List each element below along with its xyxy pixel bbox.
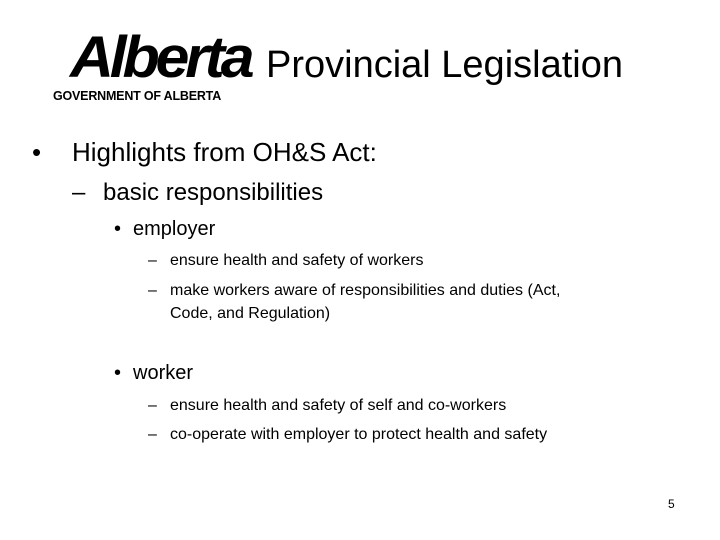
dash-marker: – bbox=[148, 397, 157, 414]
dash-marker: – bbox=[148, 426, 157, 443]
alberta-logo-subtitle: GOVERNMENT OF ALBERTA bbox=[53, 89, 222, 103]
employer-item-continued: Code, and Regulation) bbox=[170, 305, 331, 322]
bullet-worker: worker bbox=[133, 362, 194, 384]
employer-item: make workers aware of responsibilities and duties (Act, bbox=[170, 282, 561, 299]
sub-bullet-basic-responsibilities: basic responsibilities bbox=[103, 179, 324, 206]
bullet-highlights: Highlights from OH&S Act: bbox=[72, 137, 377, 167]
bullet-marker: • bbox=[32, 137, 42, 167]
page-number: 5 bbox=[668, 497, 675, 511]
worker-item: co-operate with employer to protect health and safety bbox=[170, 426, 548, 443]
slide-title: Provincial Legislation bbox=[266, 44, 623, 86]
dash-marker: – bbox=[148, 282, 157, 299]
alberta-logo-wordmark: Alberta bbox=[70, 25, 251, 90]
worker-item: ensure health and safety of self and co-workers bbox=[170, 397, 507, 414]
bullet-marker: • bbox=[114, 362, 122, 384]
bullet-employer: employer bbox=[133, 218, 216, 240]
dash-marker: – bbox=[72, 179, 86, 206]
employer-item: ensure health and safety of workers bbox=[170, 252, 424, 269]
bullet-marker: • bbox=[114, 218, 122, 240]
dash-marker: – bbox=[148, 252, 157, 269]
